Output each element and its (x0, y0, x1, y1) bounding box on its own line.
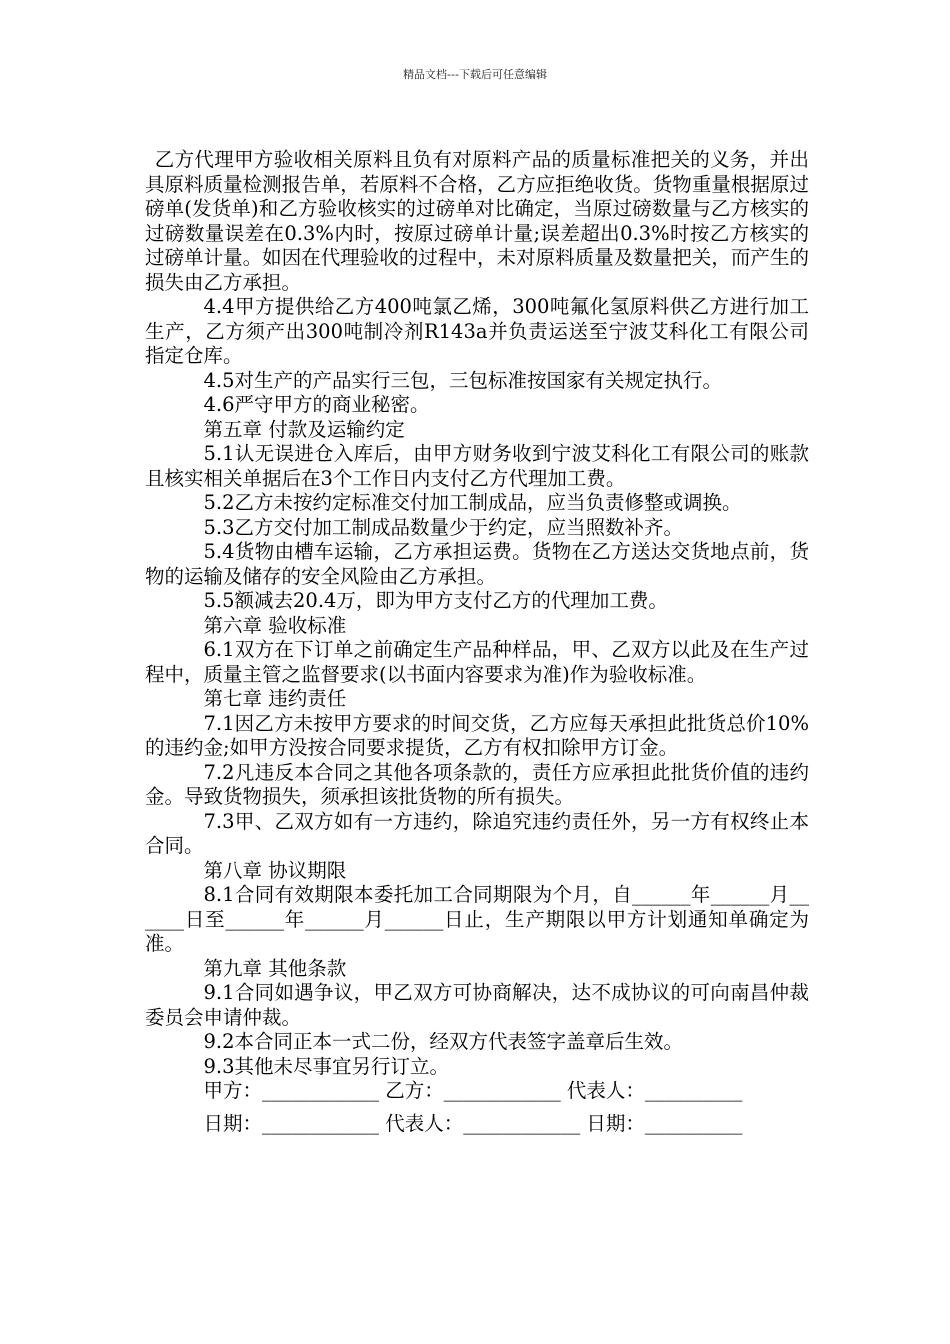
clause-5-3: 5.3乙方交付加工制成品数量少于约定，应当照数补齐。 (203, 515, 684, 539)
paragraph-quality-acceptance: 乙方代理甲方验收相关原料且负有对原料产品的质量标准把关的义务，并出具原料质量检测报告单，若原料不合格，乙方应拒绝收货。货物重量根据原过磅单(发货单)和乙方验收核实的过磅单对比确定，当原过磅数量与乙方核实的过磅数量误差在0.3%内时，按原过磅单计量;误差超出0.3%时按乙方核实的过磅单计量。如因在代理验收的过程中，未对原料质量及数量把关，而产生的损失由乙方承担。 (145, 148, 809, 294)
clause-5-4: 5.4货物由槽车运输，乙方承担运费。货物在乙方送达交货地点前，货物的运输及储存的安全风险由乙方承担。 (145, 540, 809, 588)
clause-7-3: 7.3甲、乙双方如有一方违约，除追究违约责任外，另一方有权终止本合同。 (145, 809, 809, 857)
clause-4-4: 4.4甲方提供给乙方400吨氯乙烯，300吨氟化氢原料供乙方进行加工生产，乙方须产出300吨制冷剂R143a并负责运送至宁波艾科化工有限公司指定仓库。 (145, 295, 809, 367)
clause-4-6: 4.6严守甲方的商业秘密。 (203, 393, 430, 416)
chapter-7-heading: 第七章 违约责任 (203, 687, 347, 710)
clause-7-2: 7.2凡违反本合同之其他各项条款的，责任方应承担此批货价值的违约金。导致货物损失，须承担该批货物的所有损失。 (145, 760, 809, 808)
clause-5-2: 5.2乙方未按约定标准交付加工制成品，应当负责修整或调换。 (203, 491, 742, 514)
clause-5-1: 5.1认无误进仓入库后，由甲方财务收到宁波艾科化工有限公司的账款且核实相关单据后在3个工作日内支付乙方代理加工费。 (145, 442, 809, 490)
clause-7-1: 7.1因乙方未按甲方要求的时间交货，乙方应每天承担此批货总价10%的违约金;如甲方没按合同要求提货，乙方有权扣除甲方订金。 (145, 711, 809, 759)
clause-9-3: 9.3其他未尽事宜另行订立。 (203, 1054, 450, 1078)
clause-6-1: 6.1双方在下订单之前确定生产品种样品，甲、乙双方以此及在生产过程中，质量主管之监督要求(以书面内容要求为准)作为验收标准。 (145, 638, 809, 686)
chapter-8-heading: 第八章 协议期限 (203, 858, 347, 882)
signature-line-dates: 日期：____________ 代表人：____________ 日期：__________ (203, 1111, 743, 1135)
clause-4-5: 4.5对生产的产品实行三包，三包标准按国家有关规定执行。 (203, 368, 723, 392)
clause-9-1: 9.1合同如遇争议，甲乙双方可协商解决，达不成协议的可向南昌仲裁委员会申请仲裁。 (145, 981, 809, 1029)
chapter-6-heading: 第六章 验收标准 (203, 613, 347, 637)
contract-body (145, 148, 809, 1136)
clause-9-2: 9.2本合同正本一式二份，经双方代表签字盖章后生效。 (203, 1030, 684, 1053)
chapter-9-heading: 第九章 其他条款 (203, 956, 347, 980)
chapter-5-heading: 第五章 付款及运输约定 (203, 417, 405, 441)
clause-8-1: 8.1合同有效期限本委托加工合同期限为个月，自______年______月______日至______年______月______日止，生产期限以甲方计划通知单确定为准。 (145, 883, 809, 955)
signature-line-parties: 甲方：____________ 乙方：____________ 代表人：__________ (203, 1079, 743, 1102)
page-header: 精品文档---下载后可任意编辑 (403, 68, 547, 81)
clause-5-5: 5.5额减去20.4万，即为甲方支付乙方的代理加工费。 (203, 589, 668, 612)
